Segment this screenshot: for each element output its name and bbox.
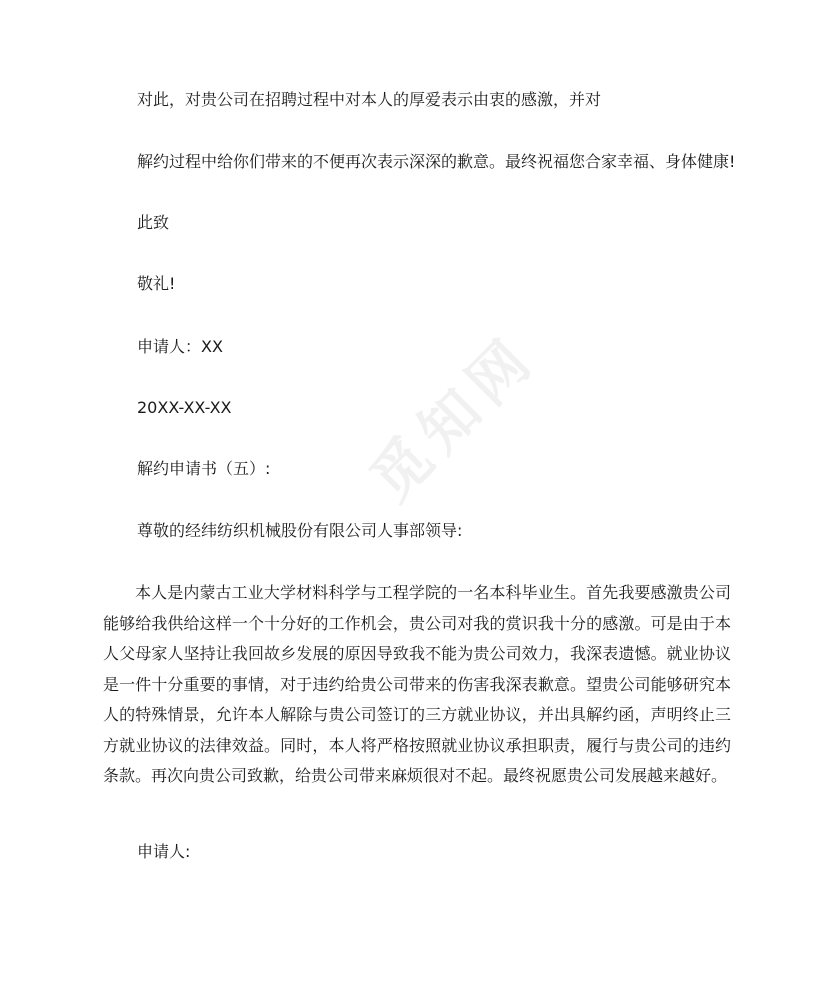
applicant-line: 申请人：XX [137,337,223,356]
watermark: 觅知网 [357,321,550,514]
closing-signature: 申请人: [137,842,191,861]
salutation-line: 此致 [137,213,170,232]
addressee-line: 尊敬的经纬纺织机械股份有限公司人事部领导: [137,521,463,540]
regards-line: 敬礼! [137,274,176,293]
section-title: 解约申请书（五）: [137,459,271,478]
text-line-1: 对此，对贵公司在招聘过程中对本人的厚爱表示由衷的感激，并对 [137,90,602,109]
text-line-2: 解约过程中给你们带来的不便再次表示深深的歉意。最终祝福您合家幸福、身体健康! [137,152,736,171]
date-line: 20XX-XX-XX [137,398,232,417]
body-paragraph: 本人是内蒙古工业大学材料科学与工程学院的一名本科毕业生。首先我要感激贵公司能够给我供给这样一个十分好的工作机会，贵公司对我的赏识我十分的感激。可是由于本人父母家人坚持让我回故乡发展的原因导致我不能为贵公司效力，我深表遗憾。就业协议是一件十分重要的事情，对于违约给贵公司带来的伤害我深表歉意。望贵公司能够研究本人的特殊情景，允许本人解除与贵公司签订的三方就业协议，并出具解约函，声明终止三方就业协议的法律效益。同时，本人将严格按照就业协议承担职责，履行与贵公司的违约条款。再次向贵公司致歉，给贵公司带来麻烦很对不起。最终祝愿贵公司发展越来越好。 [103,583,731,785]
